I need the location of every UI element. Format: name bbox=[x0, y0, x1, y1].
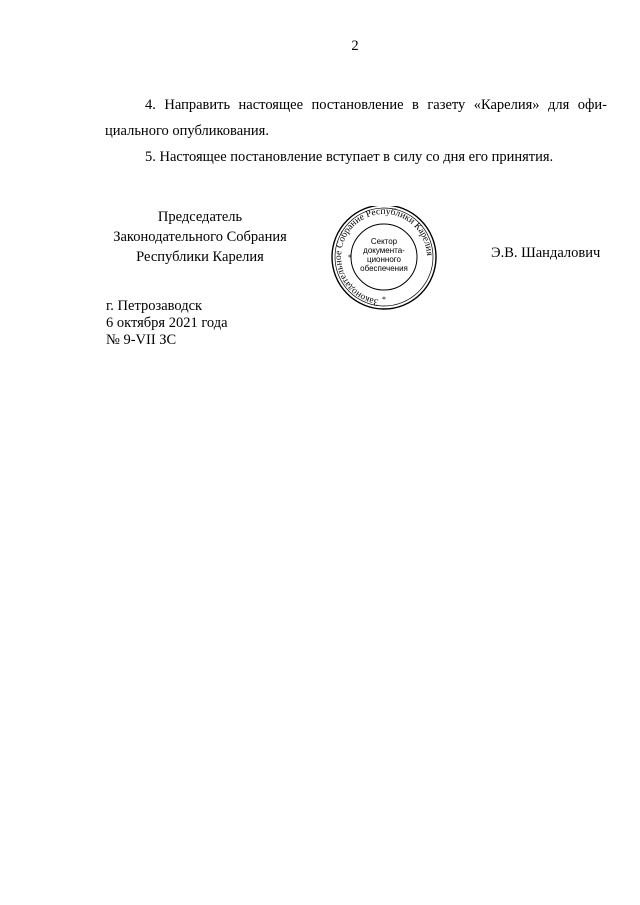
signatory-title-line-2: Законодательного Собрания bbox=[113, 229, 287, 245]
seal-star-left: * bbox=[348, 253, 352, 262]
seal-outer-text: Законодательное Собрание Республики Карелия bbox=[333, 206, 435, 307]
document-place: г. Петрозаводск bbox=[106, 298, 203, 314]
seal-inner-line-2: документа- bbox=[363, 246, 405, 255]
signatory-title-line-1: Председатель bbox=[157, 209, 243, 225]
document-date: 6 октября 2021 года bbox=[106, 315, 228, 331]
paragraph-4-line-1: 4. Направить настоящее постановление в газету «Карелия» для офи- bbox=[145, 97, 607, 113]
seal-inner-line-4: обеспечения bbox=[360, 264, 408, 273]
paragraph-4-line-2: циального опубликования. bbox=[105, 123, 269, 139]
signatory-title bbox=[100, 207, 300, 267]
document-number: № 9-VII ЗС bbox=[106, 332, 177, 348]
seal-inner-line-1: Сектор bbox=[370, 237, 398, 246]
paragraph-5: 5. Настоящее постановление вступает в силу со дня его принятия. bbox=[145, 149, 554, 165]
seal-inner-line-3: ционного bbox=[367, 255, 401, 264]
seal-star-bottom: * bbox=[382, 295, 386, 304]
page-number: 2 bbox=[351, 38, 359, 54]
signatory-title-line-3: Республики Карелия bbox=[136, 249, 264, 265]
official-seal bbox=[328, 206, 440, 310]
signatory-name: Э.В. Шандалович bbox=[491, 245, 601, 261]
